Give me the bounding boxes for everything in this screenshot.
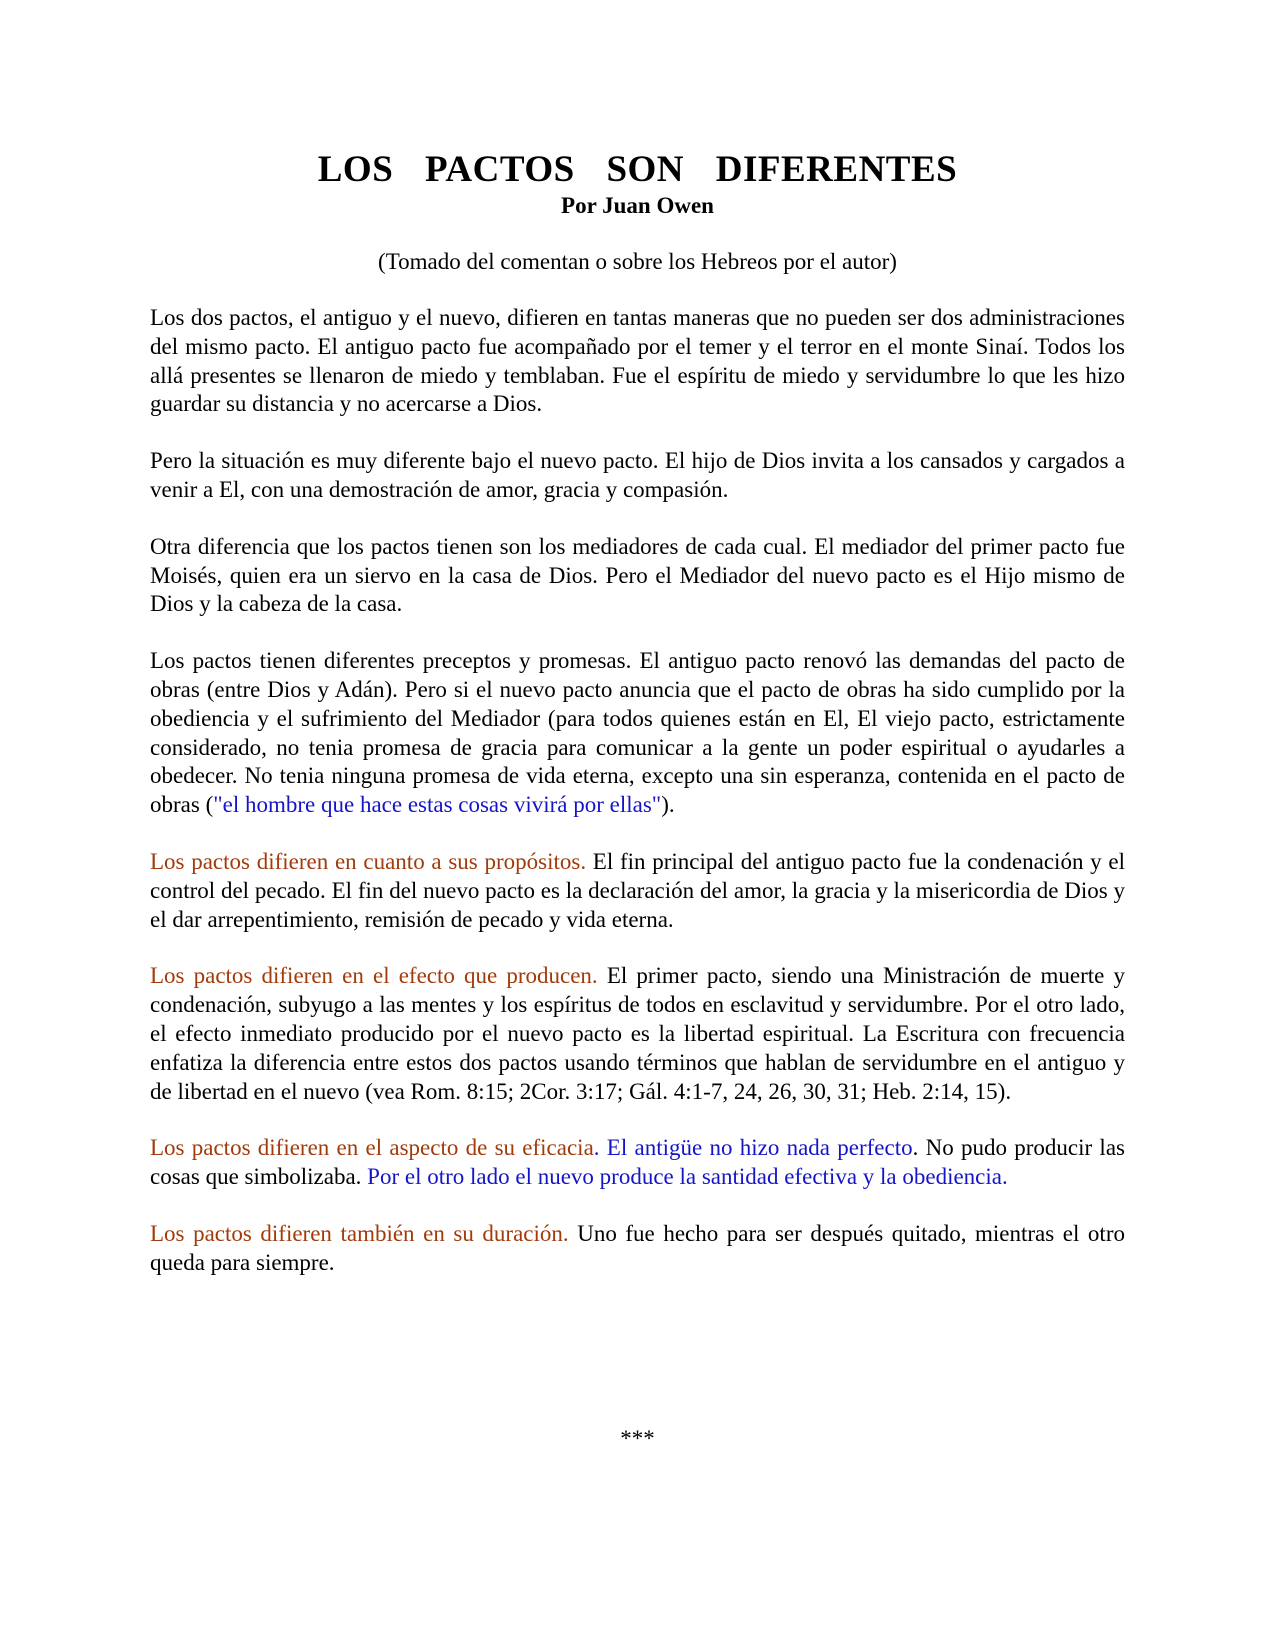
paragraph-text: . No pudo producir las cosas que simbolizaba. xyxy=(150,1135,1125,1190)
paragraph-4 xyxy=(150,647,1125,820)
paragraph-text: Los pactos tienen diferentes preceptos y promesas. El antiguo pacto renovó las demandas del pacto de obras (entre Dios y Adán). Pero si el nuevo pacto anuncia que el pacto de obras ha sido cumplido por la obediencia y el sufrimiento del Mediador (para todos quienes están en El, El viejo pacto, estrictamente considerado, no tenia promesa de gracia para comunicar a la gente un poder espiritual o ayudarles a obedecer. No tenia ninguna promesa de vida eterna, excepto una sin esperanza, contenida en el pacto de obras ( xyxy=(150,648,1125,818)
paragraph-text: El fin principal del antiguo pacto fue la condenación y el control del pecado. El fin del nuevo pacto es la declaración del amor, la gracia y la misericordia de Dios y el dar arrepentimiento, remisión de pecado y vida eterna. xyxy=(150,848,1125,932)
paragraph-text: Otra diferencia que los pactos tienen son los mediadores de cada cual. El mediador del primer pacto fue Moisés, quien era un siervo en la casa de Dios. Pero el Mediador del nuevo pacto es el Hijo mismo de Dios y la cabeza de la casa. xyxy=(150,533,1125,617)
section-separator: *** xyxy=(620,1426,655,1451)
paragraph-text: Uno fue hecho para ser después quitado, mientras el otro queda para siempre. xyxy=(150,1220,1125,1275)
paragraph-duration xyxy=(150,1220,1125,1278)
paragraph-2 xyxy=(150,447,1125,505)
emphasis-text: Por el otro lado el nuevo produce la santidad efectiva y la obediencia. xyxy=(367,1164,1008,1190)
section-heading-purposes: Los pactos difieren en cuanto a sus propósitos. xyxy=(150,848,587,874)
paragraph-text: ). xyxy=(661,792,675,818)
paragraph-efficacy xyxy=(150,1134,1125,1192)
paragraph-text: El primer pacto, siendo una Ministración de muerte y condenación, subyugo a las mentes y los espíritus de todos en esclavitud y servidumbre. Por el otro lado, el efecto inmediato producido por el nuevo pacto es la libertad espiritual. La Escritura con frecuencia enfatiza la diferencia entre estos dos pactos usando términos que hablan de servidumbre en el antiguo y de libertad en el nuevo (vea Rom. 8:15; 2Cor. 3:17; Gál. 4:1-7, 24, 26, 30, 31; Heb. 2:14, 15). xyxy=(150,963,1125,1104)
section-heading-duration: Los pactos difieren también en su duración. xyxy=(150,1220,569,1246)
heading-period: . xyxy=(593,1135,600,1161)
paragraph-text: Pero la situación es muy diferente bajo el nuevo pacto. El hijo de Dios invita a los cansados y cargados a venir a El, con una demostración de amor, gracia y compasión. xyxy=(150,448,1125,502)
document-page xyxy=(150,148,1125,1278)
paragraph-3 xyxy=(150,533,1125,619)
paragraph-text: Los dos pactos, el antiguo y el nuevo, difieren en tantas maneras que no pueden ser dos administraciones del mismo pacto. El antiguo pacto fue acompañado por el temer y el terror en el monte Sinaí. Todos los allá presentes se llenaron de miedo y temblaban. Fue el espíritu de miedo y servidumbre lo que les hizo guardar su distancia y no acercarse a Dios. xyxy=(150,305,1125,417)
document-author: Por Juan Owen xyxy=(561,193,714,218)
scripture-quote: "el hombre que hace estas cosas vivirá por ellas" xyxy=(213,792,662,818)
document-title: LOS PACTOS SON DIFERENTES xyxy=(317,149,958,190)
paragraph-effect xyxy=(150,962,1125,1106)
paragraph-1 xyxy=(150,304,1125,419)
section-heading-efficacy: Los pactos difieren en el aspecto de su eficacia xyxy=(150,1135,594,1161)
emphasis-text: El antigüe no hizo nada perfecto xyxy=(599,1135,913,1161)
section-heading-effect: Los pactos difieren en el efecto que producen. xyxy=(150,963,598,989)
paragraph-purposes xyxy=(150,848,1125,934)
source-note: (Tomado del comentan o sobre los Hebreos por el autor) xyxy=(378,249,897,274)
